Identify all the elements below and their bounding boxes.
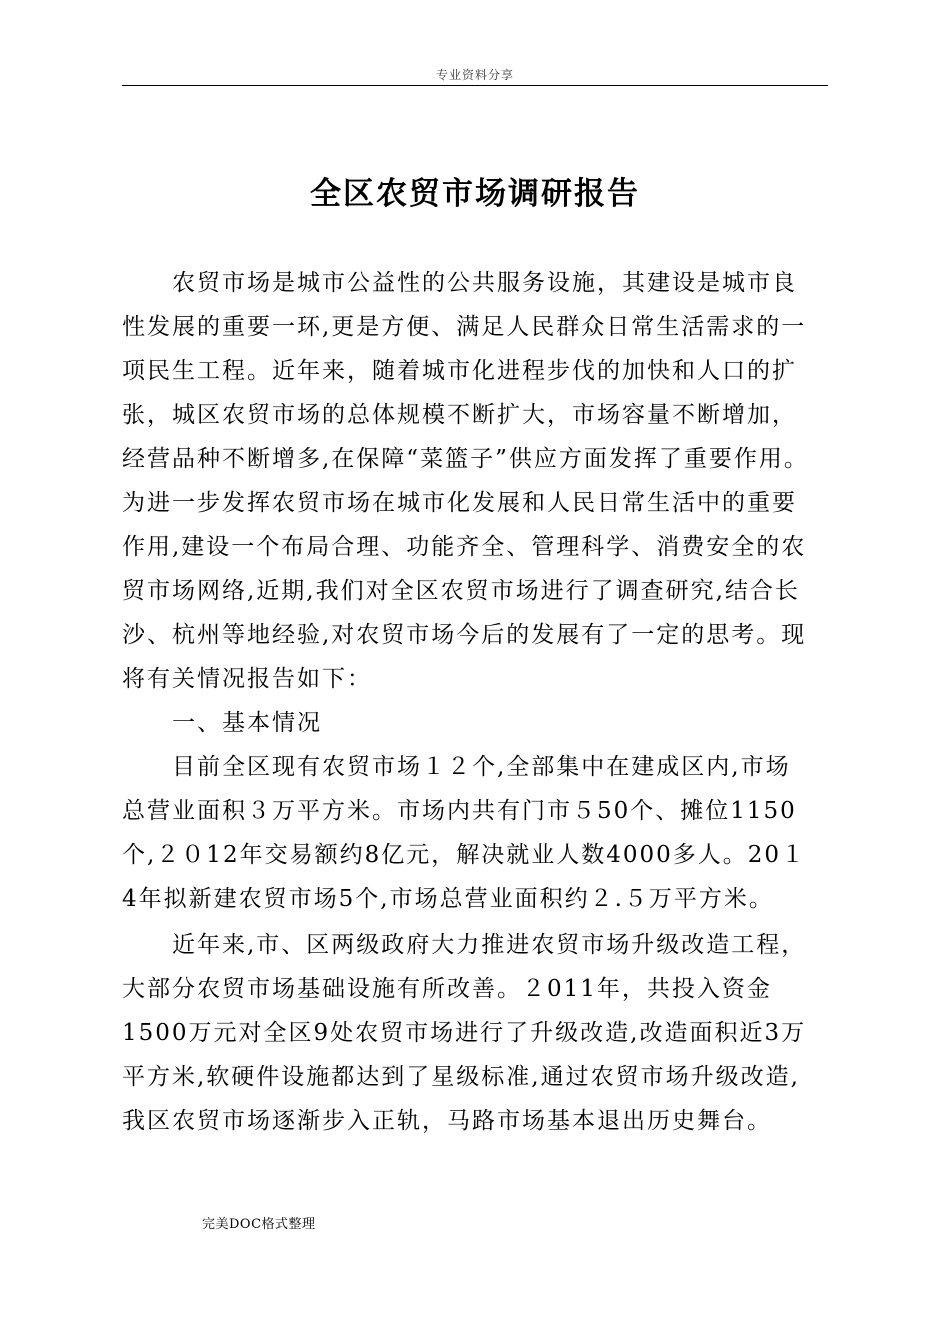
body-line: 平方米,软硬件设施都达到了星级标准,通过农贸市场升级改造,	[122, 1064, 800, 1090]
body-line: 1500万元对全区9处农贸市场进行了升级改造,改造面积近3万	[122, 1020, 807, 1046]
body-line: 为进一步发挥农贸市场在城市化发展和人民日常生活中的重要	[122, 490, 797, 516]
body-line: 近年来,市、区两级政府大力推进农贸市场升级改造工程，	[172, 932, 807, 958]
body-line: 农贸市场是城市公益性的公共服务设施，其建设是城市良	[172, 270, 797, 296]
body-line: 个,２０12年交易额约8亿元，解决就业人数4000多人。20１	[122, 842, 807, 868]
body-line: 张，城区农贸市场的总体规模不断扩大，市场容量不断增加，	[122, 402, 797, 428]
body-line: 项民生工程。近年来，随着城市化进程步伐的加快和人口的扩	[122, 358, 797, 384]
section-heading: 一、基本情况	[172, 710, 322, 736]
body-line: 大部分农贸市场基础设施有所改善。２011年，共投入资金	[122, 976, 772, 1002]
body-line: 作用,建设一个布局合理、功能齐全、管理科学、消费安全的农	[122, 534, 807, 560]
body-line: 目前全区现有农贸市场１２个,全部集中在建成区内,市场	[172, 754, 791, 780]
body-line: 经营品种不断增多,在保障“菜篮子”供应方面发挥了重要作用。	[122, 446, 809, 472]
header-divider	[122, 85, 828, 86]
body-line: 贸市场网络,近期,我们对全区农贸市场进行了调查研究,结合长	[122, 578, 800, 604]
page-header: 专业资料分享	[435, 68, 514, 82]
body-line: 4年拟新建农贸市场5个,市场总营业面积约２.５万平方米。	[122, 886, 774, 912]
body-line: 性发展的重要一环,更是方便、满足人民群众日常生活需求的一	[122, 314, 807, 340]
page-footer: 完美DOC格式整理	[202, 1217, 316, 1232]
body-line: 总营业面积３万平方米。市场内共有门市５50个、摊位1150	[122, 798, 797, 824]
document-title: 全区农贸市场调研报告	[310, 176, 640, 212]
body-line: 将有关情况报告如下：	[122, 666, 372, 692]
body-line: 沙、杭州等地经验,对农贸市场今后的发展有了一定的思考。现	[122, 622, 807, 648]
body-line: 我区农贸市场逐渐步入正轨，马路市场基本退出历史舞台。	[122, 1108, 772, 1134]
